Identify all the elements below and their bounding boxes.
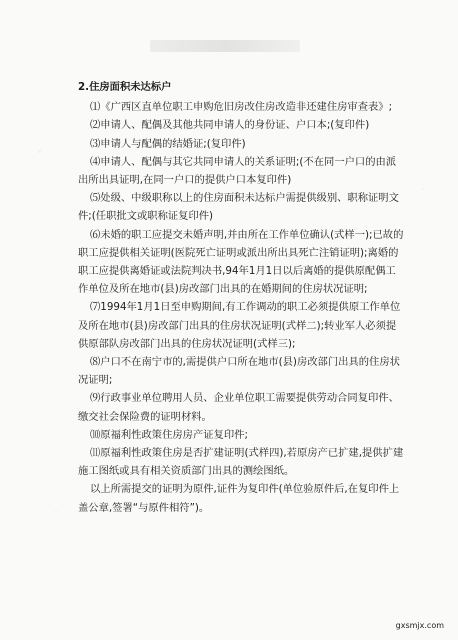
requirement-item-5: ⑸处级、中级职称以上的住房面积未达标户需提供级别、职称证明文件;(任职批文或职称证复印件) [78,192,399,223]
site-watermark: gxsmjx.com [395,621,444,630]
scan-speck [38,150,41,153]
requirement-item-3: ⑶申请人与配偶的结婚证;(复印件) [90,137,246,150]
document-body [78,78,406,517]
requirement-item-6: ⑹未婚的职工应提交未婚声明,并由所在工作单位确认(式样一);已故的职工应提供相关证明(医院死亡证明或派出所出具死亡注销证明);离婚的职工应提供离婚证或法院判决书,94年1月1日以后离婚的提供原配偶工作单位及所在地市(县)房改部门出具的在婚期间的住房状况证明; [78,228,404,296]
scan-speck [422,188,424,190]
closing-note: 以上所需提交的证明为原件,证件为复印件(单位验原件后,在复印件上盖公章,签署“与原件相符”)。 [78,483,400,514]
requirement-item-11: ⑾原福利性政策住房是否扩建证明(式样四),若原房产已扩建,提供扩建施工图纸或具有相关资质部门出具的测绘图纸。 [78,447,404,478]
section-heading: 2.住房面积未达标户 [78,81,172,93]
requirement-item-4: ⑷申请人、配偶与其它共同申请人的关系证明;(不在同一户口的由派出所出具证明,在同一户口的提供户口本复印件) [78,155,397,187]
requirement-item-2: ⑵申请人、配偶及其他共同申请人的身份证、户口本;(复印件) [90,119,370,132]
requirement-item-1: ⑴《广西区直单位职工申购危旧房改住房改造非还建住房审查表》; [90,101,393,114]
requirement-item-8: ⑻户口不在南宁市的,需提供户口所在地市(县)房改部门出具的住房状况证明; [78,356,400,387]
bleed-through-header [150,40,300,52]
requirement-item-9: ⑼行政事业单位聘用人员、企业单位职工需要提供劳动合同复印件、缴交社会保险费的证明材料。 [78,392,399,423]
scan-speck [55,510,57,512]
requirement-item-10: ⑽原福利性政策住房房产证复印件; [90,428,248,441]
requirement-item-7: ⑺1994年1月1日至申购期间,有工作调动的职工必须提供原工作单位及所在地市(县)房改部门出具的住房状况证明(式样二);转业军人必须提供原部队房改部门出具的住房状况证明(式样三); [78,301,401,350]
